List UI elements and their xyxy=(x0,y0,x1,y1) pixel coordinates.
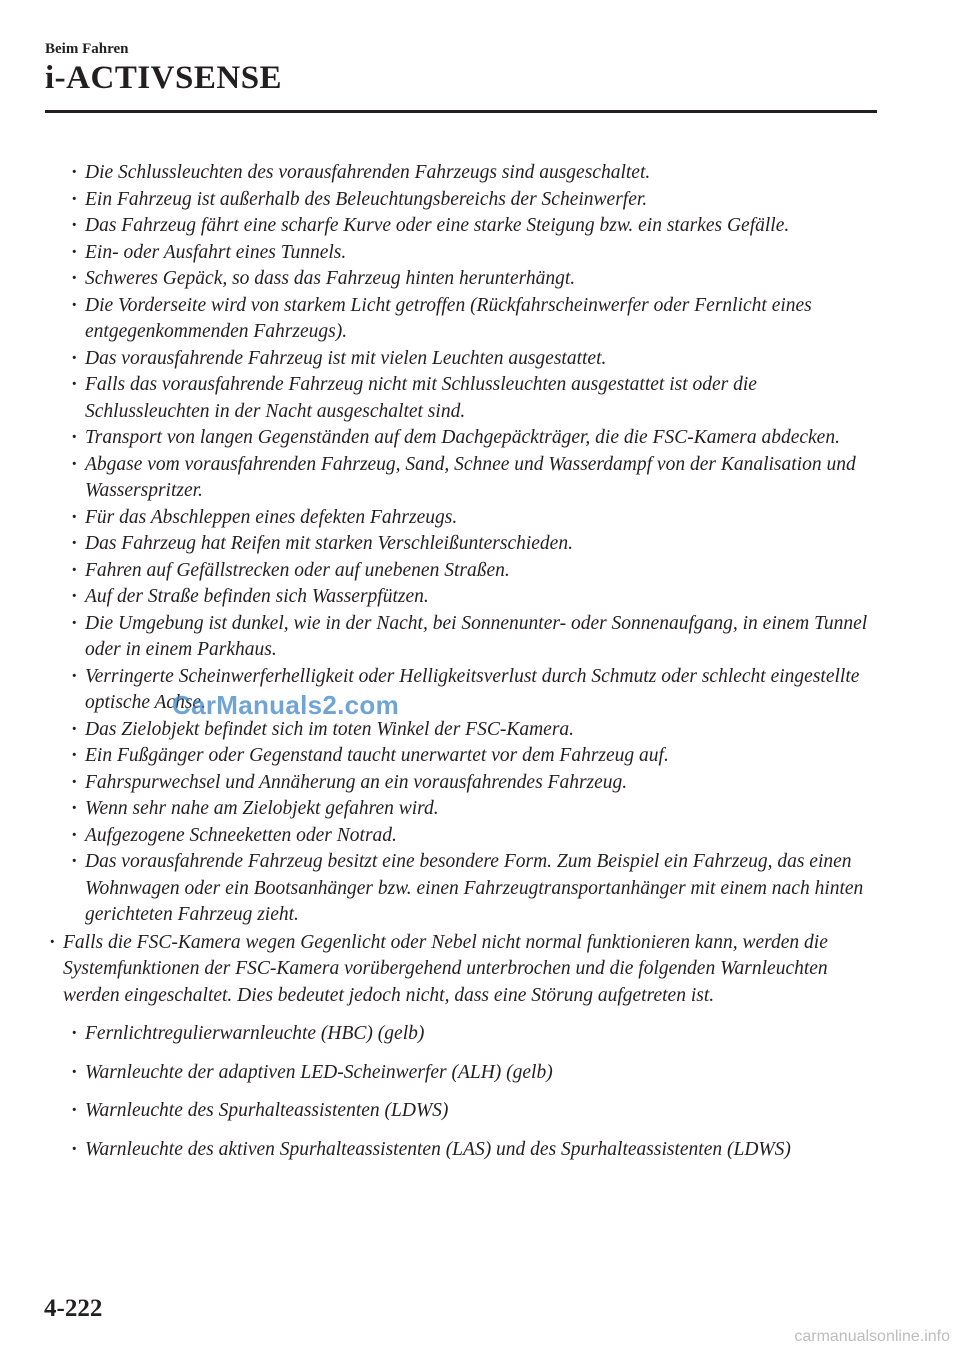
list-item: · Auf der Straße befinden sich Wasserpfützen. xyxy=(45,584,880,611)
content xyxy=(45,160,880,1175)
list-item: · Das Fahrzeug fährt eine scharfe Kurve oder eine starke Steigung bzw. ein starkes Gefälle. xyxy=(45,213,880,240)
list-item: · Ein Fußgänger oder Gegenstand taucht unerwartet vor dem Fahrzeug auf. xyxy=(45,743,880,770)
header-divider xyxy=(45,110,877,113)
footer-watermark: carmanualsonline.info xyxy=(794,1328,950,1345)
list-item: · Für das Abschleppen eines defekten Fahrzeugs. xyxy=(45,505,880,532)
list-item: · Fahrspurwechsel und Annäherung an ein vorausfahrendes Fahrzeug. xyxy=(45,770,880,797)
list-item: · Fahren auf Gefällstrecken oder auf unebenen Straßen. xyxy=(45,558,880,585)
list-item: · Ein- oder Ausfahrt eines Tunnels. xyxy=(45,240,880,267)
list-item: · Wenn sehr nahe am Zielobjekt gefahren wird. xyxy=(45,796,880,823)
list-item: · Schweres Gepäck, so dass das Fahrzeug hinten herunterhängt. xyxy=(45,266,880,293)
page-number: 4-222 xyxy=(44,1295,103,1322)
list-item: · Abgase vom vorausfahrenden Fahrzeug, Sand, Schnee und Wasserdampf von der Kanalisation und Wasserspritzer. xyxy=(45,452,880,505)
main-bullet: · Falls die FSC-Kamera wegen Gegenlicht oder Nebel nicht normal funktionieren kann, werden die Systemfunktionen der FSC-Kamera vorübergehend unterbrochen und die folgenden Warnleuchten werden eingeschaltet. Dies bedeutet jedoch nicht, dass eine Störung aufgetreten ist. xyxy=(45,930,880,1010)
list-item: · Warnleuchte des Spurhalteassistenten (LDWS) xyxy=(45,1098,880,1125)
list-item: · Das vorausfahrende Fahrzeug ist mit vielen Leuchten ausgestattet. xyxy=(45,346,880,373)
condition-list xyxy=(45,160,880,929)
list-item: · Warnleuchte des aktiven Spurhalteassistenten (LAS) und des Spurhalteassistenten (LDWS) xyxy=(45,1137,880,1164)
list-item: · Transport von langen Gegenständen auf dem Dachgepäckträger, die die FSC-Kamera abdecken. xyxy=(45,425,880,452)
list-item: · Verringerte Scheinwerferhelligkeit oder Helligkeitsverlust durch Schmutz oder schlecht eingestellte optische Achse. xyxy=(45,664,880,717)
list-item: · Die Schlussleuchten des vorausfahrenden Fahrzeugs sind ausgeschaltet. xyxy=(45,160,880,187)
warning-light-list xyxy=(45,1021,880,1163)
list-item: · Das Zielobjekt befindet sich im toten Winkel der FSC-Kamera. xyxy=(45,717,880,744)
watermark: CarManuals2.com xyxy=(172,690,400,720)
list-item: · Falls das vorausfahrende Fahrzeug nicht mit Schlussleuchten ausgestattet ist oder die Schlussleuchten in der Nacht ausgeschaltet sind. xyxy=(45,372,880,425)
list-item: · Warnleuchte der adaptiven LED-Scheinwerfer (ALH) (gelb) xyxy=(45,1060,880,1087)
list-item: · Die Umgebung ist dunkel, wie in der Nacht, bei Sonnenunter- oder Sonnenaufgang, in einem Tunnel oder in einem Parkhaus. xyxy=(45,611,880,664)
list-item: · Ein Fahrzeug ist außerhalb des Beleuchtungsbereichs der Scheinwerfer. xyxy=(45,187,880,214)
list-item: · Fernlichtregulierwarnleuchte (HBC) (gelb) xyxy=(45,1021,880,1048)
section-label: Beim Fahren xyxy=(45,41,129,57)
list-item: · Aufgezogene Schneeketten oder Notrad. xyxy=(45,823,880,850)
page-header xyxy=(45,40,880,98)
page-title: i-ACTIVSENSE xyxy=(45,60,283,96)
list-item: · Das vorausfahrende Fahrzeug besitzt eine besondere Form. Zum Beispiel ein Fahrzeug, das einen Wohnwagen oder ein Bootsanhänger bzw. einen Fahrzeugtransportanhänger mit einem nach hinten gerichteten Fahrzeug zieht. xyxy=(45,849,880,929)
list-item: · Das Fahrzeug hat Reifen mit starken Verschleißunterschieden. xyxy=(45,531,880,558)
list-item: · Die Vorderseite wird von starkem Licht getroffen (Rückfahrscheinwerfer oder Fernlicht eines entgegenkommenden Fahrzeugs). xyxy=(45,293,880,346)
